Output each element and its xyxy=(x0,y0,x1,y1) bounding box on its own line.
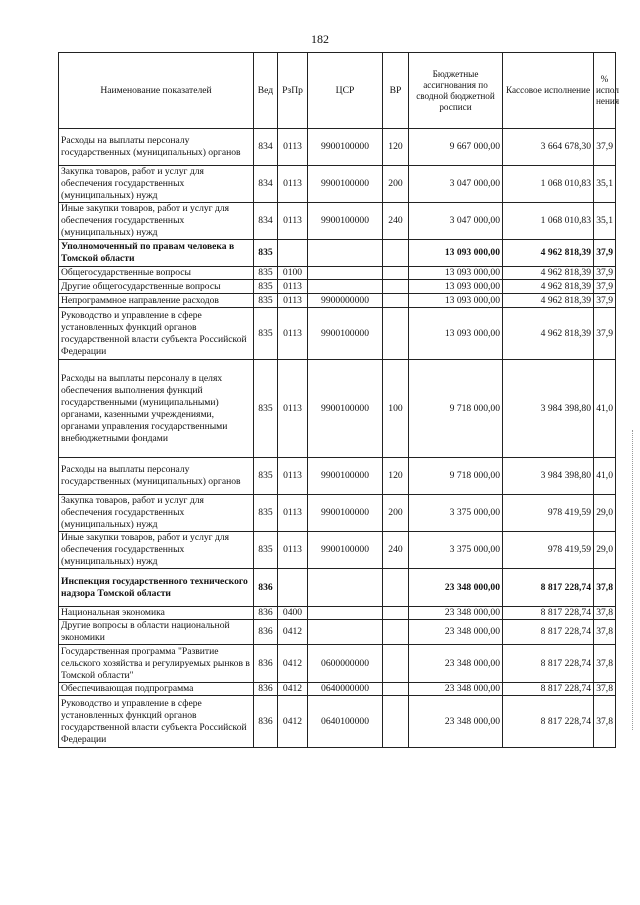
row-cash: 3 984 398,80 xyxy=(503,360,594,458)
row-budget: 3 047 000,00 xyxy=(409,166,503,203)
row-rzpr: 0412 xyxy=(278,620,308,645)
row-cash: 8 817 228,74 xyxy=(503,683,594,696)
row-ved: 835 xyxy=(254,294,278,308)
table-row xyxy=(59,267,616,280)
row-cash: 8 817 228,74 xyxy=(503,696,594,748)
table-row xyxy=(59,458,616,495)
row-rzpr: 0113 xyxy=(278,166,308,203)
row-name: Иные закупки товаров, работ и услуг для обеспечения государственных (муниципальных) нужд xyxy=(59,203,254,240)
row-rzpr: 0113 xyxy=(278,495,308,532)
row-csr xyxy=(308,607,383,620)
row-name: Общегосударственные вопросы xyxy=(59,267,254,280)
row-cash: 978 419,59 xyxy=(503,495,594,532)
table-row xyxy=(59,645,616,683)
row-vr xyxy=(383,645,409,683)
row-pct: 29,0 xyxy=(594,532,616,569)
row-budget: 13 093 000,00 xyxy=(409,308,503,360)
row-vr xyxy=(383,607,409,620)
table-row xyxy=(59,166,616,203)
row-vr: 200 xyxy=(383,495,409,532)
row-name: Другие общегосударственные вопросы xyxy=(59,280,254,294)
row-ved: 835 xyxy=(254,267,278,280)
row-ved: 834 xyxy=(254,203,278,240)
row-name: Государственная программа "Развитие сельского хозяйства и регулируемых рынков в Томской области" xyxy=(59,645,254,683)
row-csr: 9900100000 xyxy=(308,532,383,569)
row-ved: 836 xyxy=(254,645,278,683)
row-rzpr xyxy=(278,240,308,267)
row-ved: 835 xyxy=(254,360,278,458)
row-vr xyxy=(383,294,409,308)
row-budget: 13 093 000,00 xyxy=(409,240,503,267)
row-ved: 835 xyxy=(254,495,278,532)
row-csr: 9900100000 xyxy=(308,129,383,166)
row-cash: 8 817 228,74 xyxy=(503,645,594,683)
row-pct: 37,9 xyxy=(594,129,616,166)
row-cash: 8 817 228,74 xyxy=(503,607,594,620)
row-rzpr: 0113 xyxy=(278,280,308,294)
row-cash: 8 817 228,74 xyxy=(503,620,594,645)
row-pct: 37,9 xyxy=(594,267,616,280)
table-row xyxy=(59,495,616,532)
row-name: Расходы на выплаты персоналу в целях обеспечения выполнения функций государственными (муниципальными) органами, казенными учреждениями, органами управления государственными внебюджетными фондами xyxy=(59,360,254,458)
row-pct: 37,8 xyxy=(594,620,616,645)
row-budget: 23 348 000,00 xyxy=(409,569,503,607)
row-ved: 835 xyxy=(254,532,278,569)
row-pct: 37,8 xyxy=(594,645,616,683)
row-csr: 0640000000 xyxy=(308,683,383,696)
row-ved: 836 xyxy=(254,620,278,645)
row-rzpr: 0412 xyxy=(278,645,308,683)
row-budget: 23 348 000,00 xyxy=(409,683,503,696)
row-pct: 41,0 xyxy=(594,458,616,495)
row-budget: 23 348 000,00 xyxy=(409,620,503,645)
table-row xyxy=(59,294,616,308)
table-row xyxy=(59,360,616,458)
row-pct: 35,1 xyxy=(594,166,616,203)
row-vr: 100 xyxy=(383,360,409,458)
row-cash: 1 068 010,83 xyxy=(503,203,594,240)
row-vr xyxy=(383,569,409,607)
page-number: 182 xyxy=(311,32,329,46)
row-ved: 836 xyxy=(254,683,278,696)
row-rzpr: 0113 xyxy=(278,294,308,308)
row-rzpr: 0113 xyxy=(278,532,308,569)
row-budget: 23 348 000,00 xyxy=(409,645,503,683)
row-csr xyxy=(308,620,383,645)
row-cash: 3 984 398,80 xyxy=(503,458,594,495)
row-name: Руководство и управление в сфере установленных функций органов государственной власти субъекта Российской Федерации xyxy=(59,308,254,360)
header-vr: ВР xyxy=(383,53,409,129)
row-cash: 1 068 010,83 xyxy=(503,166,594,203)
row-pct: 37,9 xyxy=(594,240,616,267)
row-csr xyxy=(308,569,383,607)
row-csr: 9900100000 xyxy=(308,166,383,203)
row-budget: 3 047 000,00 xyxy=(409,203,503,240)
header-budget: Бюджетные ассигнования по сводной бюджетной росписи xyxy=(409,53,503,129)
header-csr: ЦСР xyxy=(308,53,383,129)
row-vr xyxy=(383,683,409,696)
row-vr xyxy=(383,267,409,280)
row-pct: 37,8 xyxy=(594,683,616,696)
row-ved: 834 xyxy=(254,129,278,166)
row-cash: 8 817 228,74 xyxy=(503,569,594,607)
row-cash: 4 962 818,39 xyxy=(503,294,594,308)
row-vr xyxy=(383,240,409,267)
row-csr: 9900100000 xyxy=(308,495,383,532)
table-row xyxy=(59,308,616,360)
row-budget: 23 348 000,00 xyxy=(409,696,503,748)
row-budget: 3 375 000,00 xyxy=(409,495,503,532)
row-rzpr: 0400 xyxy=(278,607,308,620)
row-name: Непрограммное направление расходов xyxy=(59,294,254,308)
row-ved: 835 xyxy=(254,280,278,294)
row-pct: 41,0 xyxy=(594,360,616,458)
row-name: Национальная экономика xyxy=(59,607,254,620)
row-cash: 4 962 818,39 xyxy=(503,280,594,294)
row-name: Инспекция государственного технического надзора Томской области xyxy=(59,569,254,607)
row-rzpr xyxy=(278,569,308,607)
row-name: Руководство и управление в сфере установленных функций органов государственной власти субъекта Российской Федерации xyxy=(59,696,254,748)
table-row xyxy=(59,203,616,240)
row-rzpr: 0113 xyxy=(278,203,308,240)
row-name: Другие вопросы в области национальной экономики xyxy=(59,620,254,645)
row-name: Расходы на выплаты персоналу государственных (муниципальных) органов xyxy=(59,458,254,495)
table-row xyxy=(59,280,616,294)
row-vr: 240 xyxy=(383,203,409,240)
row-vr: 120 xyxy=(383,458,409,495)
row-csr: 9900100000 xyxy=(308,360,383,458)
header-name: Наименование показателей xyxy=(59,53,254,129)
row-budget: 3 375 000,00 xyxy=(409,532,503,569)
row-cash: 978 419,59 xyxy=(503,532,594,569)
row-rzpr: 0113 xyxy=(278,308,308,360)
row-ved: 836 xyxy=(254,569,278,607)
row-vr xyxy=(383,696,409,748)
table-header-row xyxy=(59,53,616,129)
row-budget: 9 667 000,00 xyxy=(409,129,503,166)
row-vr xyxy=(383,620,409,645)
header-ved: Вед xyxy=(254,53,278,129)
page-edge-mark xyxy=(632,430,634,730)
header-cash: Кассовое исполнение xyxy=(503,53,594,129)
row-pct: 37,8 xyxy=(594,569,616,607)
row-ved: 835 xyxy=(254,308,278,360)
row-name: Расходы на выплаты персоналу государственных (муниципальных) органов xyxy=(59,129,254,166)
table-row xyxy=(59,696,616,748)
row-pct: 37,9 xyxy=(594,280,616,294)
row-csr xyxy=(308,240,383,267)
row-name: Обеспечивающая подпрограмма xyxy=(59,683,254,696)
row-csr: 9900100000 xyxy=(308,458,383,495)
row-pct: 37,9 xyxy=(594,294,616,308)
row-rzpr: 0113 xyxy=(278,458,308,495)
table-row xyxy=(59,532,616,569)
row-name: Закупка товаров, работ и услуг для обеспечения государственных (муниципальных) нужд xyxy=(59,495,254,532)
row-cash: 3 664 678,30 xyxy=(503,129,594,166)
header-rzpr: РзПр xyxy=(278,53,308,129)
row-rzpr: 0412 xyxy=(278,683,308,696)
row-vr xyxy=(383,308,409,360)
table-row xyxy=(59,569,616,607)
row-budget: 13 093 000,00 xyxy=(409,267,503,280)
row-ved: 835 xyxy=(254,240,278,267)
row-ved: 834 xyxy=(254,166,278,203)
row-rzpr: 0100 xyxy=(278,267,308,280)
row-ved: 836 xyxy=(254,696,278,748)
row-csr: 9900100000 xyxy=(308,203,383,240)
row-pct: 29,0 xyxy=(594,495,616,532)
row-rzpr: 0412 xyxy=(278,696,308,748)
row-csr: 0640100000 xyxy=(308,696,383,748)
row-pct: 37,8 xyxy=(594,607,616,620)
row-cash: 4 962 818,39 xyxy=(503,240,594,267)
table-row xyxy=(59,683,616,696)
row-rzpr: 0113 xyxy=(278,360,308,458)
row-budget: 13 093 000,00 xyxy=(409,280,503,294)
row-vr: 120 xyxy=(383,129,409,166)
row-csr: 9900000000 xyxy=(308,294,383,308)
budget-execution-table xyxy=(58,52,620,748)
row-vr xyxy=(383,280,409,294)
row-csr: 9900100000 xyxy=(308,308,383,360)
header-pct: % испол нения xyxy=(594,53,616,129)
row-ved: 836 xyxy=(254,607,278,620)
row-csr xyxy=(308,267,383,280)
table-row xyxy=(59,607,616,620)
table-row xyxy=(59,240,616,267)
row-cash: 4 962 818,39 xyxy=(503,308,594,360)
row-cash: 4 962 818,39 xyxy=(503,267,594,280)
row-csr xyxy=(308,280,383,294)
row-budget: 9 718 000,00 xyxy=(409,360,503,458)
row-budget: 13 093 000,00 xyxy=(409,294,503,308)
row-pct: 37,9 xyxy=(594,308,616,360)
row-csr: 0600000000 xyxy=(308,645,383,683)
row-budget: 9 718 000,00 xyxy=(409,458,503,495)
row-vr: 200 xyxy=(383,166,409,203)
row-budget: 23 348 000,00 xyxy=(409,607,503,620)
row-pct: 35,1 xyxy=(594,203,616,240)
row-pct: 37,8 xyxy=(594,696,616,748)
row-vr: 240 xyxy=(383,532,409,569)
row-ved: 835 xyxy=(254,458,278,495)
row-name: Закупка товаров, работ и услуг для обеспечения государственных (муниципальных) нужд xyxy=(59,166,254,203)
table-row xyxy=(59,129,616,166)
row-name: Уполномоченный по правам человека в Томской области xyxy=(59,240,254,267)
row-name: Иные закупки товаров, работ и услуг для обеспечения государственных (муниципальных) нужд xyxy=(59,532,254,569)
table-row xyxy=(59,620,616,645)
row-rzpr: 0113 xyxy=(278,129,308,166)
